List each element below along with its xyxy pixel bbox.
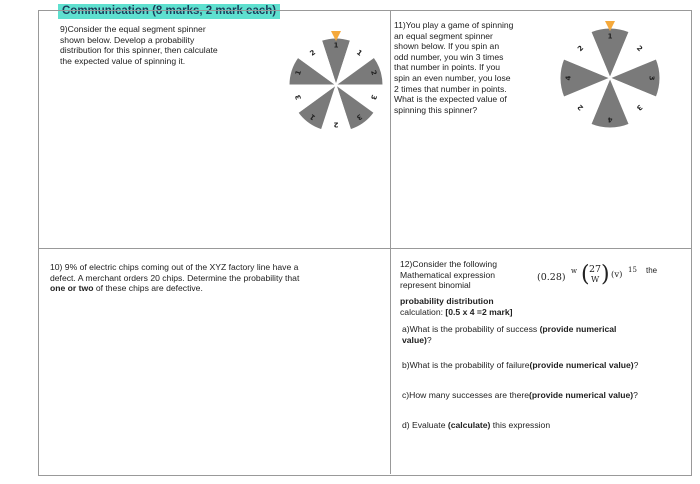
q9-line: shown below. Develop a probability	[60, 34, 195, 45]
q11-line: spin an even number, you lose	[394, 72, 511, 83]
spinner-label: 4	[564, 75, 573, 81]
q12-line	[400, 280, 528, 291]
q12-line: 12)Consider the following	[400, 259, 497, 269]
expr-paren-right: )	[601, 262, 610, 287]
q11-line: spinning this spinner?	[394, 104, 478, 115]
spinner-label: 4	[607, 115, 613, 124]
q9-line: the expected value of spinning it.	[60, 55, 186, 66]
q12c-post: ?	[633, 390, 638, 400]
q12-line: Mathematical expression	[400, 269, 496, 280]
expr-binom-bottom: W	[591, 275, 600, 284]
q12-calc-marks: [0.5 x 4 =2 mark]	[445, 306, 513, 317]
question-11-text	[394, 20, 542, 115]
spinner-label: 3	[634, 102, 644, 112]
expr-exponent-15: 15	[628, 266, 637, 274]
q9-line: distribution for this spinner, then calculate	[60, 45, 218, 56]
spinner-label: 2	[634, 44, 644, 54]
q11-line: that number in points. If you	[394, 62, 501, 73]
spinner-label: 1	[293, 69, 303, 77]
question-12-calc	[400, 296, 640, 317]
expr-exponent-w: w	[571, 267, 577, 275]
q12-calc-line	[400, 307, 640, 318]
grid-divider-horizontal	[38, 248, 691, 249]
q12b-text: b)What is the probability of failure	[402, 360, 530, 370]
spinner-q11	[552, 14, 670, 138]
q12a-text: a)What is the probability of success	[402, 324, 540, 334]
q12c-bold: (provide numerical value)	[529, 390, 634, 400]
q12a-post: ?	[426, 334, 432, 345]
q12b-bold: (provide numerical value)	[529, 360, 634, 370]
q9-line: 9)Consider the equal segment spinner	[60, 24, 206, 34]
q12-line-text: represent binomial	[400, 280, 471, 291]
spinner-label: 2	[333, 120, 339, 129]
question-12-intro	[400, 259, 528, 291]
q11-line: What is the expected value of	[394, 94, 507, 105]
spinner-label: 2	[576, 102, 586, 112]
q12b-post: ?	[633, 360, 639, 370]
q11-line: 11)You play a game of spinning	[394, 20, 514, 30]
expr-binom-top: 27	[589, 264, 602, 275]
expr-paren-left: (	[581, 262, 590, 287]
q10-line: defect. A merchant orders 20 chips. Determine the probability that	[50, 272, 300, 283]
q12-bold-text: probability distribution	[400, 296, 494, 306]
question-12c	[402, 390, 642, 401]
expr-base: (0.28)	[537, 272, 566, 283]
q11-line: odd number, you win 3 times	[394, 51, 504, 62]
spinner-label: 2	[369, 69, 379, 77]
q10-line	[50, 283, 378, 294]
question-10-text	[50, 262, 378, 294]
binomial-expression	[537, 262, 687, 292]
q12d-bold: (calculate)	[447, 420, 491, 430]
spinner-label: 1	[607, 32, 613, 41]
spinner-label: 1	[333, 41, 339, 50]
q12c-text: c)How many successes are there	[402, 390, 530, 400]
q11-line: 2 times that number in points.	[394, 83, 507, 94]
q10-emphasis: one or two	[50, 283, 94, 294]
spinner-label: 2	[576, 44, 586, 54]
q12a-bold: (provide numerical value)	[402, 324, 617, 345]
spinner-label: 2	[308, 48, 318, 58]
spinner-label: 1	[308, 112, 318, 122]
spinner-label: 3	[293, 93, 303, 101]
expr-the: the	[646, 266, 658, 275]
spinner-label: 1	[354, 48, 364, 58]
section-title: Communication (8 marks, 2 mark each)	[58, 4, 280, 19]
spinner-label: 3	[354, 112, 364, 122]
q10-line: 10) 9% of electric chips coming out of the XYZ factory line have a	[50, 262, 299, 272]
question-12a	[402, 324, 642, 345]
question-9-text	[60, 24, 260, 66]
question-12d	[402, 420, 552, 431]
q11-line: shown below. If you spin an	[394, 41, 500, 52]
q11-line: an equal segment spinner	[394, 30, 493, 41]
spinner-label: 3	[369, 93, 379, 101]
q12d-post: this expression	[490, 420, 551, 430]
q12-calc-pre: calculation:	[400, 306, 446, 317]
q12-bold-line	[400, 296, 640, 307]
question-12b	[402, 360, 642, 371]
q10-line-rest: of these chips are defective.	[93, 283, 203, 294]
expr-v: (v)	[611, 270, 623, 280]
spinner-label: 3	[647, 75, 656, 81]
spinner-q9	[274, 26, 398, 138]
q12d-text: d) Evaluate	[402, 420, 448, 430]
